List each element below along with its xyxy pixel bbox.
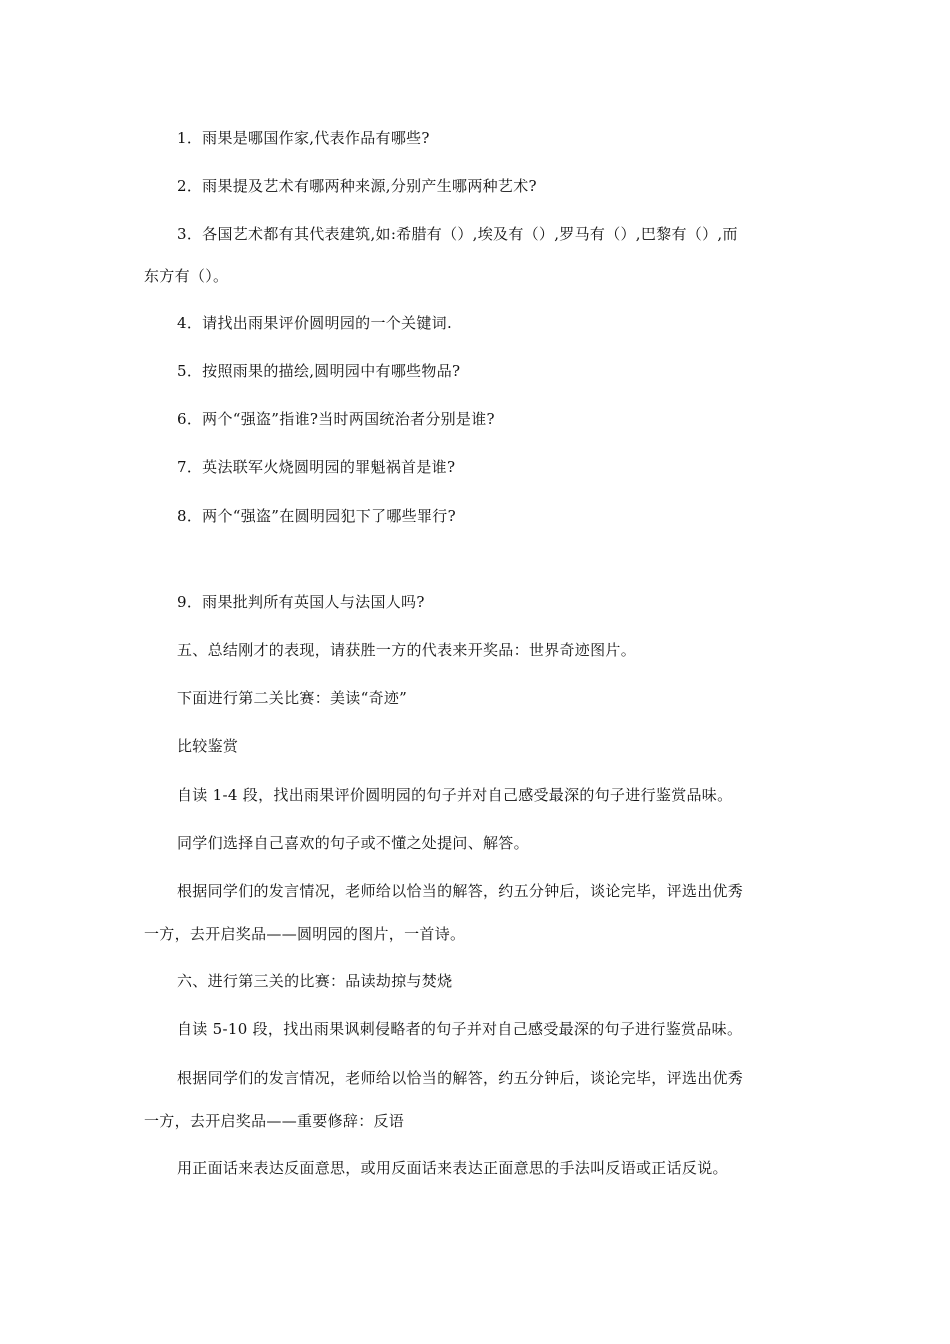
question-8: 8．两个“强盗”在圆明园犯下了哪些罪行? [177,507,456,525]
question-1: 1．雨果是哪国作家,代表作品有哪些? [177,129,430,147]
paragraph-feedback-2-line-2: 一方，去开启奖品——重要修辞：反语 [144,1112,405,1130]
paragraph-feedback-2-line-1: 根据同学们的发言情况，老师给以恰当的解答，约五分钟后，谈论完毕，评选出优秀 [177,1069,744,1087]
paragraph-feedback-1-line-1: 根据同学们的发言情况，老师给以恰当的解答，约五分钟后，谈论完毕，评选出优秀 [177,882,744,900]
question-3-line-1: 3．各国艺术都有其代表建筑,如:希腊有（）,埃及有（）,罗马有（）,巴黎有（）,而 [177,225,738,243]
question-7: 7．英法联军火烧圆明园的罪魁祸首是谁? [177,458,456,476]
question-4: 4．请找出雨果评价圆明园的一个关键词. [177,314,453,332]
question-9: 9．雨果批判所有英国人与法国人吗? [177,593,425,611]
question-5: 5．按照雨果的描绘,圆明园中有哪些物品? [177,362,461,380]
paragraph-summary: 五、总结刚才的表现，请获胜一方的代表来开奖品：世界奇迹图片。 [177,641,637,659]
paragraph-irony-definition: 用正面话来表达反面意思，或用反面话来表达正面意思的手法叫反语或正话反说。 [177,1159,728,1177]
paragraph-round-three: 六、进行第三关的比赛：品读劫掠与焚烧 [177,972,453,990]
paragraph-questions: 同学们选择自己喜欢的句子或不懂之处提问、解答。 [177,834,529,852]
paragraph-compare: 比较鉴赏 [177,737,239,755]
question-3-line-2: 东方有（）。 [144,267,229,285]
paragraph-read-5-10: 自读 5-10 段，找出雨果讽刺侵略者的句子并对自己感受最深的句子进行鉴赏品味。 [177,1020,743,1038]
question-2: 2．雨果提及艺术有哪两种来源,分别产生哪两种艺术? [177,177,537,195]
paragraph-feedback-1-line-2: 一方，去开启奖品——圆明园的图片，一首诗。 [144,925,466,943]
paragraph-round-two: 下面进行第二关比赛：美读“奇迹” [177,689,408,707]
paragraph-read-1-4: 自读 1-4 段，找出雨果评价圆明园的句子并对自己感受最深的句子进行鉴赏品味。 [177,786,733,804]
question-6: 6．两个“强盗”指谁?当时两国统治者分别是谁? [177,410,495,428]
